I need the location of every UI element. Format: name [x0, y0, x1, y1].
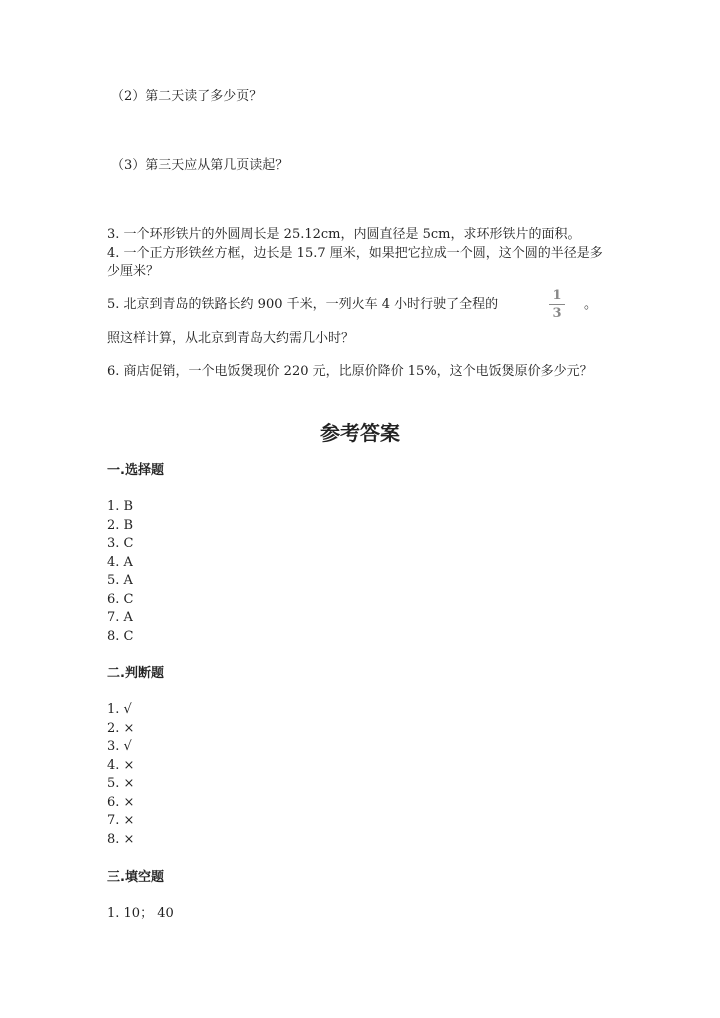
fraction-denominator: 3: [552, 306, 562, 321]
section-heading-choice: 一.选择题: [107, 463, 164, 478]
question-2-subquestion-3: （3）第三天应从第几页读起？: [111, 158, 289, 173]
list-item: 4. ×: [107, 757, 135, 773]
answer-key-title: 参考答案: [320, 421, 400, 445]
list-item: 7. A: [107, 610, 133, 625]
list-item: 8. C: [107, 628, 134, 644]
question-6: 6. 商店促销，一个电饭煲现价 220 元，比原价降价 15%，这个电饭煲原价多少元？: [107, 364, 593, 379]
list-item: 4. A: [107, 554, 133, 570]
question-5-part-1: 5. 北京到青岛的铁路长约 900 千米，一列火车 4 小时行驶了全程的: [107, 297, 499, 312]
judgment-answers-list: [107, 701, 134, 849]
list-item: 6. ×: [107, 794, 135, 810]
fill-blank-answers-list: [107, 905, 174, 924]
list-item: 5. ×: [107, 776, 135, 791]
fraction-numerator: 1: [552, 288, 562, 303]
question-3: 3. 一个环形铁片的外圆周长是 25.12cm，内圆直径是 5cm，求环形铁片的面积。: [107, 227, 581, 242]
list-item: 7. ×: [107, 813, 135, 828]
list-item: 6. C: [107, 591, 134, 607]
question-5-part-2: 照这样计算，从北京到青岛大约需几小时？: [107, 331, 355, 346]
list-item: 1. √: [107, 702, 132, 717]
fraction-bar: [549, 304, 565, 305]
question-4: 4. 一个正方形铁丝方框，边长是 15.7 厘米，如果把它拉成一个圆，这个圆的半径是多少厘米？: [107, 246, 603, 279]
section-heading-judgment: 二.判断题: [107, 666, 164, 681]
list-item: 3. C: [107, 536, 134, 551]
list-item: 1. B: [107, 499, 134, 514]
list-item: 2. ×: [107, 720, 135, 736]
question-2-subquestion-2: （2）第二天读了多少页？: [111, 89, 263, 104]
list-item: 2. B: [107, 517, 134, 533]
choice-answers-list: [107, 498, 133, 646]
list-item: 1. 10； 40: [107, 906, 174, 921]
list-item: 5. A: [107, 573, 133, 588]
question-5-period: 。: [584, 297, 598, 312]
list-item: 3. √: [107, 739, 132, 754]
section-heading-fill-blank: 三.填空题: [107, 870, 164, 885]
list-item: 8. ×: [107, 831, 135, 847]
fraction-one-third: [549, 288, 565, 321]
